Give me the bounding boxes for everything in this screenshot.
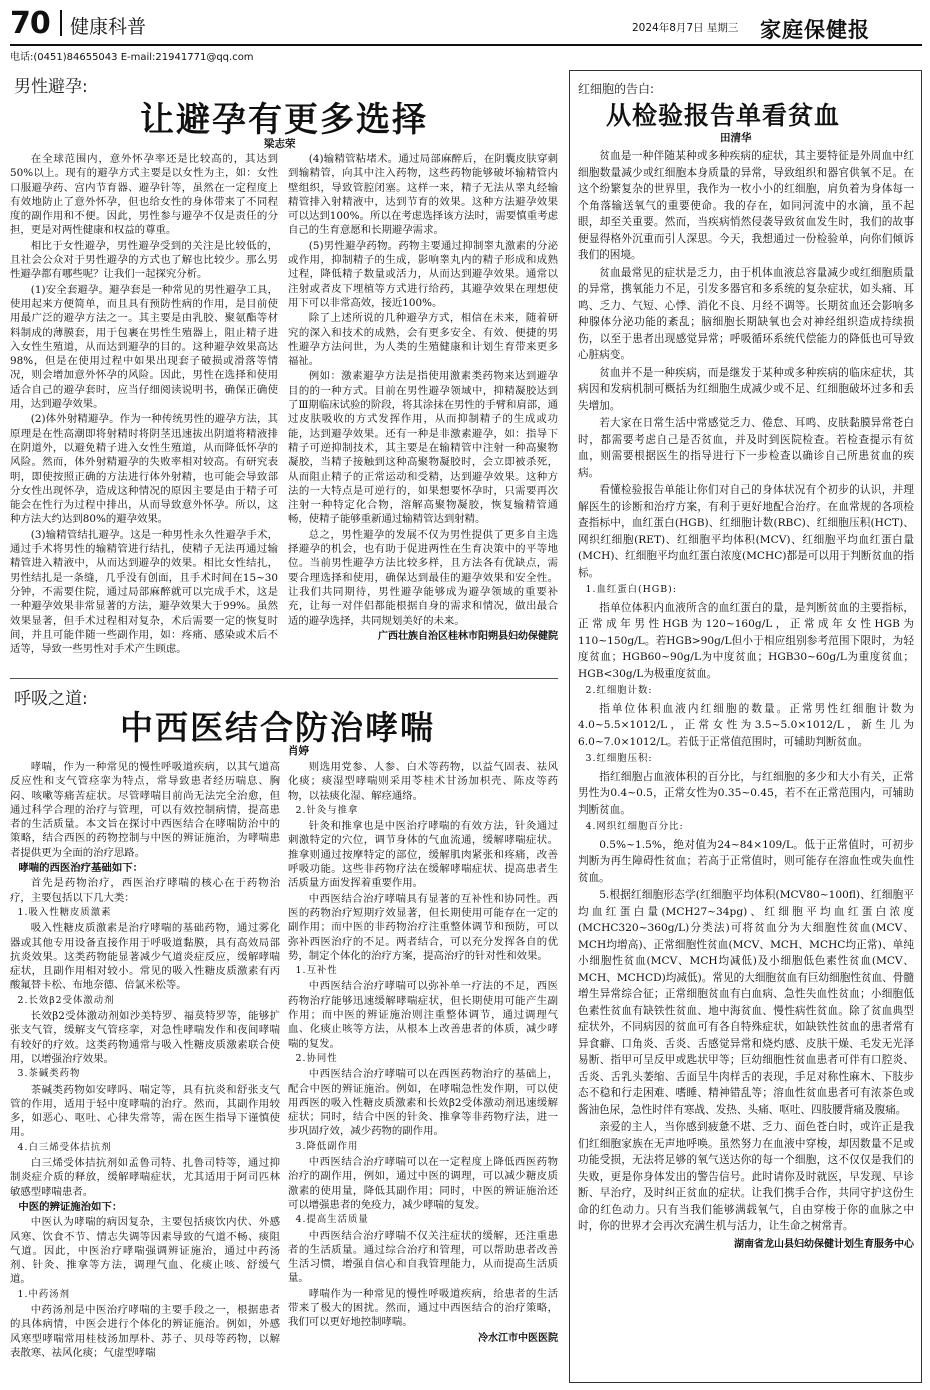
paragraph: 看懂检验报告单能让你们对自己的身体状况有个初步的认识，并理解医生的诊断和治疗方案，有利于更好地配合治疗。在血常规的各项检查指标中，血红蛋白(HGB)、红细胞计数(RBC)、红细胞压积(HCT)、网织红细胞(RET)、红细胞平均体积(MCV)、红细胞平均血红蛋白量(MCH)、红细胞平均血红蛋白浓度(MCHC)都是可以用于判断贫血的指标。 <box>578 484 914 579</box>
subsection-heading: 2.针灸与推拿 <box>295 804 359 816</box>
subsection-heading: 3.降低副作用 <box>295 1140 359 1152</box>
subsection-heading: 4.提高生活质量 <box>295 1214 369 1226</box>
paragraph: 贫血并不是一种疾病，而是继发于某种或多种疾病的临床症状，其病因和发病机制可概括为红细胞生成减少或不足、红细胞破坏过多和丢失增加。 <box>578 366 914 412</box>
article2-column-1 <box>10 760 280 1382</box>
paragraph: 中西医结合治疗哮喘具有显著的互补性和协同性。西医的药物治疗短期疗效显著，但长期使用可能存在一定的副作用；而中医的非药物治疗注重整体调节和预防，可以弥补西医治疗的不足。两者结合，可以充分发挥各自的优势，制定个体化的治疗方案，提高治疗的针对性和效果。 <box>288 892 558 962</box>
article1-title: 让避孕有更多选择 <box>140 100 428 140</box>
subsection-heading: 2.协同性 <box>295 1052 338 1064</box>
paragraph: 若大家在日常生活中常感觉乏力、倦怠、耳鸣、皮肤黏膜异常苍白时，都需要考虑自己是否贫血，并及时到医院检查。若检查提示有贫血，则需要根据医生的指导进行下一步检查以确诊自己所患贫血的疾病。 <box>578 417 914 479</box>
paragraph: 吸入性糖皮质激素是治疗哮喘的基础药物，通过雾化器或其他专用设备直接作用于呼吸道黏膜，具有高效局部抗炎效果。这类药物能显著减少气道炎症反应，缓解哮喘症状，且副作用相对较小。常见的吸入性糖皮质激素有丙酸氟替卡松、布地奈德、倍氯米松等。 <box>10 922 280 992</box>
paragraph: 指单位体积内血液所含的血红蛋白的量，是判断贫血的主要指标，正常成年男性HGB为120~160g/L，正常成年女性HGB为110~150g/L。若HGB>90g/L但小于相应组别参考范围下限时，为轻度贫血；HGB60~90g/L为中度贫血；HGB30~60g/L为重度贫血；HGB<30g/L为极重度贫血。 <box>578 601 914 680</box>
paragraph: (3)输精管结扎避孕。这是一种男性永久性避孕手术，通过手术将男性的输精管进行结扎，使精子无法再通过输精管进入精液中，从而达到避孕的效果。相比女性结扎，男性结扎是一条缝，几乎没有创面，且手术时间在15~30分钟，不需要住院，通过局部麻醉就可以完成手术，这是一种避孕效果非常显著的方法，避孕效果大于99%。虽然效果显著，但手术过程相对复杂，术后需要一定的恢复时间，并且可能伴随一些副作用，如：疼痛、感染或术后不适等，导致一些男性对手术产生顾虑。 <box>10 528 278 656</box>
article1-author: 梁志荣 <box>264 138 296 150</box>
paragraph: 中药汤剂是中医治疗哮喘的主要手段之一，根据患者的具体病情，中医会进行个体化的辨证施治。例如，外感风寒型哮喘常用桂枝汤加厚朴、苏子、贝母等药物，以解表散寒、祛风化痰；气虚型哮喘 <box>10 1303 280 1359</box>
author-organization: 冷水江市中医医院 <box>478 1332 558 1344</box>
article1-column-2 <box>288 152 558 674</box>
article-divider <box>10 678 558 679</box>
author-organization: 湖南省龙山县妇幼保健计划生育服务中心 <box>734 1238 914 1250</box>
article2-title: 中西医结合防治哮喘 <box>120 708 435 747</box>
subsection-heading: 3.茶碱类药物 <box>17 1068 81 1080</box>
article3-column <box>578 148 914 1376</box>
subsection-heading: 2.红细胞计数: <box>585 685 653 696</box>
subsection-heading: 4.白三烯受体拮抗剂 <box>17 1141 112 1153</box>
paragraph: 5.根据红细胞形态学(红细胞平均体积(MCV80~100fl)、红细胞平均血红蛋白量(MCH27~34pg)、红细胞平均血红蛋白浓度(MCHC320~360g/L)分类法)可将贫血分为大细胞性贫血(MCV、MCH均增高)、正常细胞性贫血(MCV、MCH、MCHC均正常)、单纯小细胞性贫血(MCV、MCH均减低)及小细胞低色素性贫血(MCV、MCH、MCHCD)均减低)。常见的大细胞贫血有巨幼细胞性贫血、骨髓增生异常综合征；正常细胞贫血有白血病、急性失血性贫血；小细胞低色素性贫血有缺铁性贫血、地中海贫血、慢性病性贫血。除了贫血典型症状外，不同病因的贫血可有各自特殊症状，如缺铁性贫血的患者常有异食癖、口角炎、舌炎、舌感觉异常和烧灼感、皮肤干燥、毛发无光泽易断、指甲可呈反甲或匙状甲等；巨幼细胞性贫血患者可伴有口腔炎、舌炎、舌乳头萎缩、舌面呈牛肉样舌的表现，手足对称性麻木、下肢步态不稳和行走困难、嗜睡、精神错乱等；溶血性贫血患者可有浓茶色或酱油色尿，急性时伴有寒战、发热、头痛、呕吐、四肢腰背痛及腹痛。 <box>578 889 914 1116</box>
paragraph: 中西医结合治疗哮喘不仅关注症状的缓解，还注重患者的生活质量。通过综合治疗和管理，可以帮助患者改善生活习惯，增强自信心和自我管理能力，从而提高生活质量。 <box>288 1229 558 1285</box>
paragraph: 在全球范围内，意外怀孕率还是比较高的，其达到50%以上。现有的避孕方式主要是以女性为主，如：女性口服避孕药、宫内节育器、避孕针等，虽然在一定程度上有效地防止了意外怀孕，但也给女性的身体带来了不同程度的副作用和不便。因此，男性参与避孕不仅是责任的分担，更是对两性健康和权益的尊重。 <box>10 153 278 237</box>
page-number-divider <box>60 10 62 36</box>
paragraph: 则选用党参、人参、白术等药物，以益气固表、祛风化痰；痰湿型哮喘则采用苓桂术甘汤加枳壳、陈皮等药物，以祛痰化湿、解痉通络。 <box>288 761 558 802</box>
article1-column-1 <box>10 152 278 674</box>
paragraph: 针灸和推拿也是中医治疗哮喘的有效方法，针灸通过刺激特定的穴位，调节身体的气血流通，缓解哮喘症状。推拿则通过按摩特定的部位，缓解肌肉紧张和疼痛，改善呼吸功能。这些非药物疗法在缓解哮喘症状、提高患者生活质量方面发挥着重要作用。 <box>288 820 558 890</box>
subsection-heading: 3.红细胞压积: <box>585 753 653 764</box>
subsection-heading: 1.吸入性糖皮质激素 <box>17 906 112 918</box>
paragraph: 中西医结合治疗哮喘可以在西医药物治疗的基础上，配合中医的辨证施治。例如，在哮喘急性发作期，可以使用西医的吸入性糖皮质激素和长效β2受体激动剂迅速缓解症状；同时，结合中医的针灸、推拿等非药物疗法，进一步巩固疗效，减少药物的副作用。 <box>288 1068 558 1138</box>
paragraph: 哮喘作为一种常见的慢性呼吸道疾病，给患者的生活带来了极大的困扰。然而，通过中西医结合的治疗策略，我们可以更好地控制哮喘。 <box>288 1287 558 1329</box>
paragraph: (1)安全套避孕。避孕套是一种常见的男性避孕工具，使用起来方便简单，而且具有预防性病的作用，是目前使用最广泛的避孕方法之一。其主要是由乳胶、聚氨酯等材料制成的薄膜套，用于包裹在男性生殖器上，阻止精子进入女性生殖道，从而达到避孕的目的。这种避孕效果高达98%，但是在使用过程中如果出现套子破损或滑落等情况，则会增加意外怀孕的风险。因此，男性在选择和使用适合自己的避孕套时，应当仔细阅读说明书，确保正确使用，达到避孕效果。 <box>10 283 278 411</box>
masthead-rule <box>10 44 922 46</box>
paragraph: 指单位体积血液内红细胞的数量。正常男性红细胞计数为4.0~5.5×1012/L，正常女性为3.5~5.0×1012/L，新生儿为6.0~7.0×1012/L。若低于正常值范围时，可辅助判断贫血。 <box>578 702 914 748</box>
paragraph: 茶碱类药物如安哮吗、喘定等，具有抗炎和舒张支气管的作用，适用于轻中度哮喘的治疗。然而，其副作用较多，如恶心、呕吐、心律失常等，需在医生指导下谨慎使用。 <box>10 1083 280 1139</box>
paragraph: 相比于女性避孕，男性避孕受到的关注是比较低的，且社会公众对于男性避孕的方式也了解也比较少。那么男性避孕都有哪些呢？让我们一起探究分析。 <box>10 239 278 281</box>
article3-title: 从检验报告单看贫血 <box>606 101 841 130</box>
subheading: 中医的辨证施治如下： <box>18 1200 123 1213</box>
publication-date: 2024年8月7日 星期三 <box>632 22 739 34</box>
masthead <box>0 0 930 63</box>
subsection-heading: 1.互补性 <box>295 965 338 977</box>
paragraph: 贫血最常见的症状是乏力，由于机体血液总容量减少或红细胞质量的异常，携氧能力不足，引发多器官和多系统的复杂症状，如头痛、耳鸣、乏力、气短、心悸、消化不良、月经不调等。长期贫血还会影响多种腺体分泌功能的紊乱；脑细胞长期缺氧也会对神经组织造成持续损伤，以至于患者出现感觉异常；呼吸循环系统代偿能力的降低也可导致心脏病变。 <box>578 266 914 361</box>
paragraph: (2)体外射精避孕。作为一种传统男性的避孕方法，其原理是在性高潮即将射精时将阴茎迅速拔出阴道将精液排在阴道外，以避免精子进入女性生殖道，从而降低怀孕的风险。然而，体外射精避孕的失败率相对较高。有研究表明，即使按照正确的方法进行体外射精，也可能会导致部分女性出现怀孕，造成这种情况的原因主要是由于精子可能会在性行为过程中排出，从而导致意外怀孕。所以，这种方法大约达到80%的避孕效果。 <box>10 413 278 526</box>
contact-line: 电话:(0451)84655043 E-mail:21941771@qq.com <box>10 52 254 63</box>
paragraph: 0.5%~1.5%，绝对值为24~84×109/L。低于正常值时，可初步判断为再生障碍性贫血；若高于正常值时，则可能存在溶血性或失血性贫血。 <box>578 838 914 884</box>
author-organization: 广西壮族自治区桂林市阳朔县妇幼保健院 <box>378 630 558 642</box>
article2-author: 肖婷 <box>288 745 309 757</box>
article3-kicker: 红细胞的告白: <box>578 82 655 96</box>
subsection-heading: 1.中药汤剂 <box>17 1288 70 1300</box>
subsection-heading: 4.网织红细胞百分比: <box>585 821 684 832</box>
paragraph: 长效β2受体激动剂如沙美特罗、福莫特罗等，能够扩张支气管，缓解支气管痉挛，对急性哮喘发作和夜间哮喘有较好的疗效。这类药物通常与吸入性糖皮质激素联合使用，以增强治疗效果。 <box>10 1010 280 1065</box>
paragraph: (5)男性避孕药物。药物主要通过抑制睾丸激素的分泌或作用，抑制精子的生成，影响睾丸内的精子形成和成熟过程，降低精子数量或活力，从而达到避孕效果。通常以注射或者皮下埋植等方式进行给药，其避孕效果在理想使用下可以非常高效，接近100%。 <box>288 239 558 309</box>
article2-kicker: 呼吸之道: <box>14 689 88 709</box>
paragraph: 例如：激素避孕方法是指使用激素类药物来达到避孕目的的一种方式。目前在男性避孕领域中，抑精凝胶达到了Ⅲ期临床试验的阶段，将其涂抹在男性的手臂和肩部，通过皮肤吸收的方式发挥作用，从而抑制精子的生成或功能，达到避孕效果。还有一种是非激素避孕，如：指导下精子可逆抑制技术，其主要是在输精管中注射一种高聚物凝胶，当精子接触到这种高聚物凝胶时，会立即被杀死，从而阻止精子的正常运动和受精，达到避孕效果。这种方法的一大特点是可逆行的，如果想要怀孕时，只需要再次注射一种特定化合物，溶解高聚物凝胶，恢复输精管通畅，使精子能够重新通过输精管达到射精。 <box>288 370 558 526</box>
page-number: 70 <box>10 6 50 41</box>
subsection-heading: 2.长效β2受体激动剂 <box>17 994 115 1006</box>
publication-name: 家庭保健报 <box>760 18 870 42</box>
paragraph: 贫血是一种伴随某种或多种疾病的症状，其主要特征是外周血中红细胞数量减少或红细胞本身质量的异常，导致组织和器官供氧不足。在这个纷繁复杂的世界里，我作为一枚小小的红细胞，肩负着为身体每一个角落输送氧气的重要使命。我的存在，如同河流中的水滴，虽不起眼，却至关重要。然而，当疾病悄然侵袭导致贫血发生时，我们的故事便显得格外沉重而引人深思。今天，我想通过一份检验单，向你们倾诉我们的困境。 <box>578 150 914 261</box>
paragraph: 中西医结合治疗哮喘可以在一定程度上降低西医药物治疗的副作用，例如，通过中医的调理，可以减少糖皮质激素的使用量，降低其副作用；同时，中医的辨证施治还可以增强患者的免疫力，减少哮喘的复发。 <box>288 1156 558 1211</box>
paragraph: 哮喘，作为一种常见的慢性呼吸道疾病，以其气道高反应性和支气管痉挛为特点，常导致患者经历喘息、胸闷、咳嗽等痛苦症状。尽管哮喘目前尚无法完全治愈，但通过科学合理的治疗与管理，可以有效控制病情，提高患者的生活质量。本文旨在探讨中西医结合在哮喘防治中的策略，结合西医的药物控制与中医的辨证施治，为哮喘患者提供更为全面的治疗思路。 <box>10 761 280 859</box>
paragraph: (4)输精管粘堵术。通过局部麻醉后，在阴囊皮肤穿刺到输精管，向其中注入药物，这些药物能够破坏输精管内壁组织，导致管腔闭塞。这样一来，精子无法从睾丸经输精管排入射精液中，达到节育的效果。这种方法避孕效果可以达到100%。所以在考虑选择该方法时，需要慎重考虑自己的生育意愿和长期避孕需求。 <box>288 153 558 237</box>
paragraph: 白三烯受体拮抗剂如孟鲁司特、扎鲁司特等，通过抑制炎症介质的释放，缓解哮喘症状，尤其适用于阿司匹林敏感型哮喘患者。 <box>10 1157 280 1198</box>
paragraph: 总之，男性避孕的发展不仅为男性提供了更多自主选择避孕的机会，也有助于促进两性在生育决策中的平等地位。当前男性避孕方法比较多样，且方法各有优缺点，需要合理选择和使用，确保达到最佳的避孕效果和安全性。让我们共同期待，男性避孕能够成为避孕领域的重要补充，让每一对伴侣都能根据自身的需求和情况，做出最合适的避孕选择，共同规划美好的未来。 <box>288 528 558 627</box>
article2-column-2 <box>288 760 558 1382</box>
article3-author: 田清华 <box>720 132 752 144</box>
section-title: 健康科普 <box>70 16 147 38</box>
paragraph: 除了上述所说的几种避孕方式，相信在未来，随着研究的深入和技术的成熟，会有更多安全、有效、便捷的男性避孕方法问世，为人类的生殖健康和计划生育带来更多福祉。 <box>288 312 558 368</box>
subheading: 哮喘的西医治疗基础如下： <box>18 862 143 875</box>
paragraph: 首先是药物治疗，西医治疗哮喘的核心在于药物治疗，主要包括以下几大类： <box>10 877 280 904</box>
paragraph: 指红细胞占血液体积的百分比，与红细胞的多少和大小有关，正常男性为0.4~0.5，正常女性为0.35~0.45，若不在正常范围内，可辅助判断贫血。 <box>578 770 914 816</box>
paragraph: 中西医结合治疗哮喘可以弥补单一疗法的不足，西医药物治疗能够迅速缓解哮喘症状，但长期使用可能产生副作用；而中医的辨证施治则注重整体调节，通过调理气血、化痰止咳等方法，从根本上改善患者的体质，减少哮喘的复发。 <box>288 980 558 1050</box>
article1-kicker: 男性避孕: <box>14 77 88 97</box>
subsection-heading: 1.血红蛋白(HGB): <box>585 584 677 595</box>
paragraph: 亲爱的主人，当你感到疲惫不堪、乏力、面色苍白时，或许正是我们红细胞家族在无声地呼唤。虽然努力在血液中穿梭，却因数量不足或功能受损，无法将足够的氧气送达你的每一个细胞，这不仅仅是我们的失败，更是你身体发出的警告信号。此时请你及时就医，早发现、早诊断、早治疗，及时纠正贫血的症状。让我们携手合作，共同守护这份生命的红色动力。只有当我们能够满载氧气，自由穿梭于你的血脉之中时，你的世界才会再次充满生机与活力，让生命之树常青。 <box>578 1121 914 1232</box>
paragraph: 中医认为哮喘的病因复杂，主要包括痰饮内伏、外感风寒、饮食不节、情志失调等因素导致的气道不畅、痰阻气道。因此，中医治疗哮喘强调辨证施治，通过中药汤剂、针灸、推拿等方法，调理气血、化痰止咳、舒缓气道。 <box>10 1216 280 1286</box>
